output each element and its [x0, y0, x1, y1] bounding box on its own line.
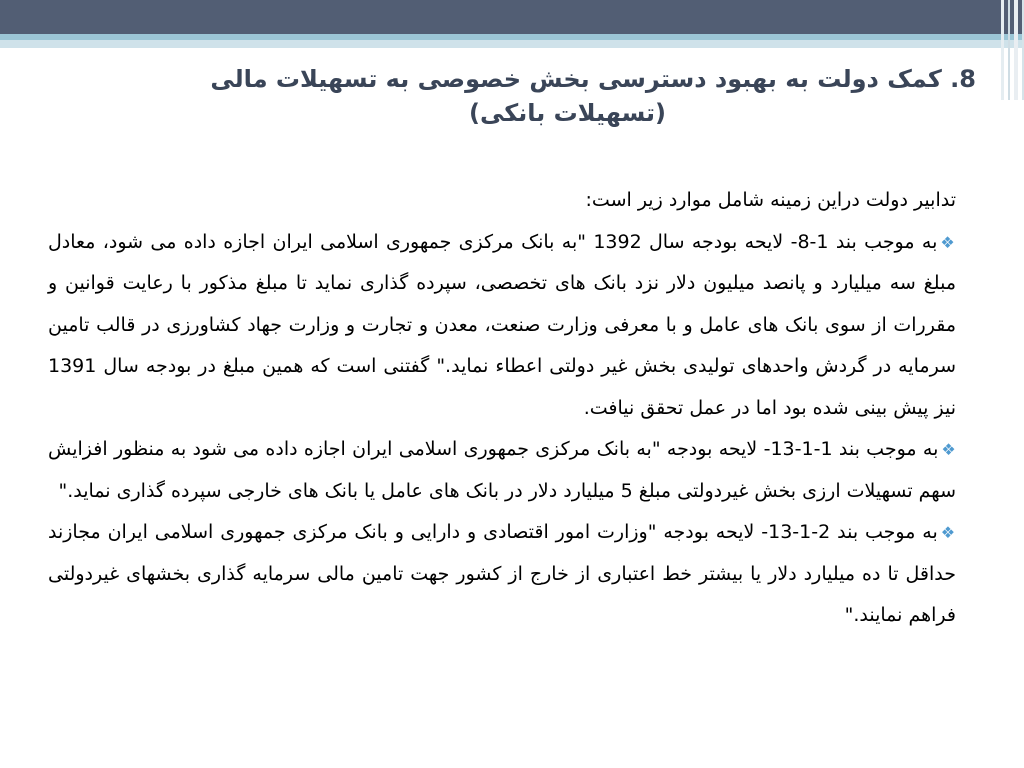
- header-band: [0, 0, 1024, 34]
- slide-title: [176, 62, 976, 130]
- diamond-bullet-icon: ❖: [940, 232, 956, 252]
- bullet-item: [48, 222, 956, 430]
- slide-body: [48, 180, 956, 637]
- diamond-bullet-icon: ❖: [941, 440, 956, 459]
- decorative-stripes: [988, 0, 1024, 100]
- stripe: [1001, 0, 1004, 100]
- bullet-text: به موجب بند 1-1-13- لایحه بودجه "به بانک مرکزی جمهوری اسلامی ایران اجازه داده می شود به منظور افزایش سهم تسهیلات ارزی بخش غیردولتی مبلغ 5 میلیارد دلار در بانک های عامل یا بانک های خارجی سپرده گذاری نماید.": [48, 438, 956, 502]
- title-line-2: (تسهیلات بانکی): [469, 99, 666, 127]
- bullet-text: به موجب بند 1-8- لایحه بودجه سال 1392 "به بانک مرکزی جمهوری اسلامی ایران اجازه داده می شود، معادل مبلغ سه میلیارد و پانصد میلیون دلار نزد بانک های تخصصی، سپرده گذاری نماید تا مبلغ مذکور با رعایت قوانین و مقررات از سوی بانک های عامل و با معرفی وزارت صنعت، معدن و تجارت و وزارت جهاد کشاورزی در قالب تامین سرمایه در گردش واحدهای تولیدی بخش غیر دولتی اعطاء نماید." گفتنی است که همین مبلغ در بودجه سال 1391 نیز پیش بینی شده بود اما در عمل تحقق نیافت.: [48, 230, 956, 419]
- bullet-item: [48, 429, 956, 512]
- diamond-bullet-icon: ❖: [940, 523, 956, 542]
- bullet-text: به موجب بند 2-1-13- لایحه بودجه "وزارت امور اقتصادی و دارایی و بانک مرکزی جمهوری اسلامی ایران مجازند حداقل تا ده میلیارد دلار یا بیشتر خط اعتباری از خارج از کشور جهت تامین مالی سرمایه گذاری بخشهای غیردولتی فراهم نمایند.": [48, 521, 956, 626]
- title-line-1: 8. کمک دولت به بهبود دسترسی بخش خصوصی به تسهیلات مالی: [210, 65, 976, 93]
- header-accent-line-light: [0, 40, 1024, 48]
- stripe: [1008, 0, 1010, 100]
- bullet-item: [48, 512, 956, 637]
- intro-text: تدابیر دولت دراین زمینه شامل موارد زیر است:: [585, 189, 956, 211]
- stripe: [1014, 0, 1018, 100]
